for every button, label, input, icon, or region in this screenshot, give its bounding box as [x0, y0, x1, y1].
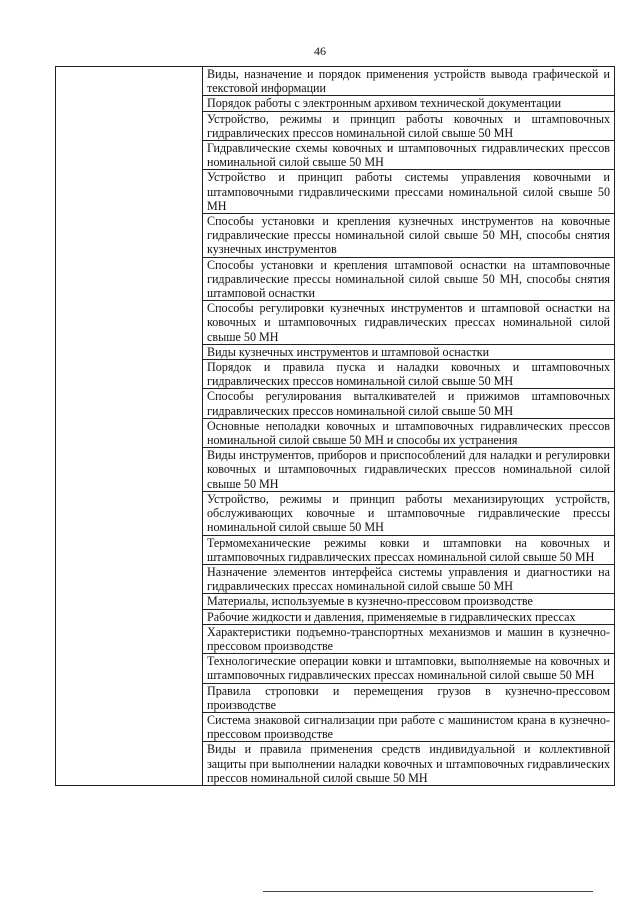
knowledge-item: Способы установки и крепления кузнечных инструментов на ковочные гидравлические прессы номинальной силой свыше 50 МН, способы снятия кузнечных инструментов [203, 214, 615, 258]
knowledge-item: Назначение элементов интерфейса системы управления и диагностики на гидравлических прессах номинальной силой свыше 50 МН [203, 564, 615, 593]
knowledge-item: Порядок работы с электронным архивом технической документации [203, 96, 615, 111]
knowledge-item: Виды инструментов, приборов и приспособлений для наладки и регулировки ковочных и штамповочных гидравлических прессов номинальной силой свыше 50 МН [203, 448, 615, 492]
knowledge-item: Способы установки и крепления штамповой оснастки на штамповочные гидравлические прессы номинальной силой свыше 50 МН, способы снятия штамповой оснастки [203, 257, 615, 301]
knowledge-item: Характеристики подъемно-транспортных механизмов и машин в кузнечно-прессовом производстве [203, 624, 615, 653]
knowledge-item: Основные неполадки ковочных и штамповочных гидравлических прессов номинальной силой свыше 50 МН и способы их устранения [203, 418, 615, 447]
knowledge-item: Термомеханические режимы ковки и штамповки на ковочных и штамповочных гидравлических прессах номинальной силой свыше 50 МН [203, 535, 615, 564]
knowledge-item: Устройство, режимы и принцип работы ковочных и штамповочных гидравлических прессов номинальной силой свыше 50 МН [203, 111, 615, 140]
knowledge-item: Способы регулировки кузнечных инструментов и штамповой оснастки на ковочных и штамповочных гидравлических прессах номинальной силой свыше 50 МН [203, 301, 615, 345]
table-row [56, 67, 615, 96]
knowledge-item: Правила строповки и перемещения грузов в кузнечно-прессовом производстве [203, 683, 615, 712]
knowledge-item: Виды кузнечных инструментов и штамповой оснастки [203, 344, 615, 359]
knowledge-item: Виды и правила применения средств индивидуальной и коллективной защиты при выполнении наладки ковочных и штамповочных гидравлических прессов номинальной силой свыше 50 МН [203, 742, 615, 786]
bottom-rule [263, 891, 593, 892]
knowledge-item: Материалы, используемые в кузнечно-прессовом производстве [203, 594, 615, 609]
knowledge-item: Устройство и принцип работы системы управления ковочными и штамповочными гидравлическими прессами номинальной силой свыше 50 МН [203, 170, 615, 214]
knowledge-item: Рабочие жидкости и давления, применяемые в гидравлических прессах [203, 609, 615, 624]
table-body [56, 67, 615, 786]
knowledge-item: Виды, назначение и порядок применения устройств вывода графической и текстовой информации [203, 67, 615, 96]
knowledge-item: Гидравлические схемы ковочных и штамповочных гидравлических прессов номинальной силой свыше 50 МН [203, 141, 615, 170]
page-number: 46 [314, 44, 326, 58]
knowledge-item: Система знаковой сигнализации при работе с машинистом крана в кузнечно-прессовом производстве [203, 712, 615, 741]
knowledge-item: Технологические операции ковки и штамповки, выполняемые на ковочных и штамповочных гидравлических прессах номинальной силой свыше 50 МН [203, 654, 615, 683]
knowledge-item: Устройство, режимы и принцип работы механизирующих устройств, обслуживающих ковочные и штамповочные гидравлические прессы номинальной силой свыше 50 МН [203, 491, 615, 535]
knowledge-table [55, 66, 615, 786]
left-column-cell [56, 67, 203, 786]
knowledge-item: Порядок и правила пуска и наладки ковочных и штамповочных гидравлических прессов номинальной силой свыше 50 МН [203, 360, 615, 389]
knowledge-item: Способы регулирования выталкивателей и прижимов штамповочных гидравлических прессов номинальной силой свыше 50 МН [203, 389, 615, 418]
